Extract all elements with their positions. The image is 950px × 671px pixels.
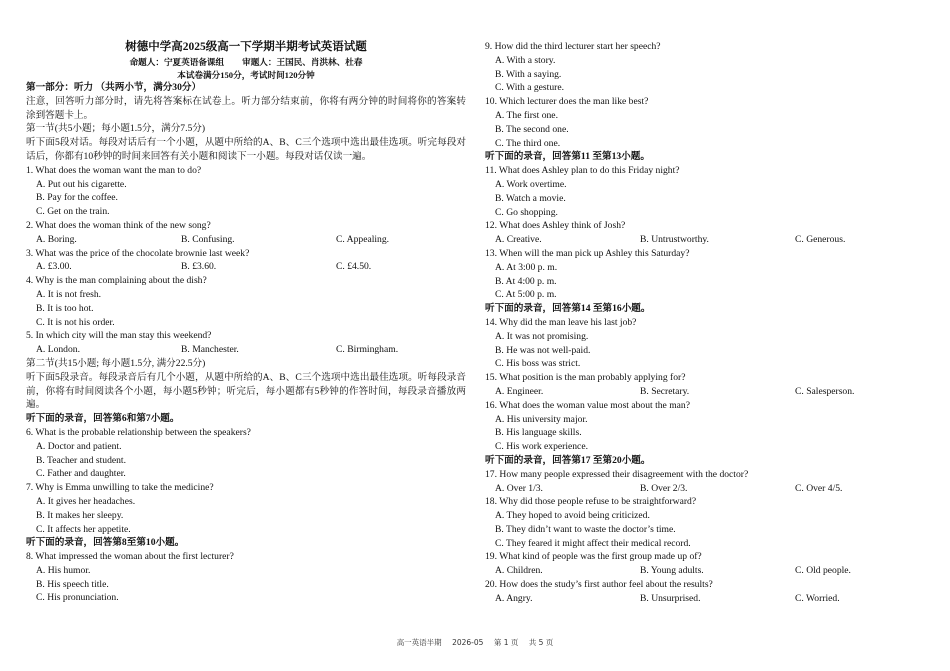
instruction-q8-10: 听下面的录音，回答第8至第10小题。 xyxy=(26,537,185,549)
question-17 xyxy=(485,468,925,496)
footer-date: 2026-05 xyxy=(452,638,484,647)
option-c: C. It affects her appetite. xyxy=(36,523,131,535)
question-16 xyxy=(485,399,925,454)
question-3 xyxy=(26,247,466,275)
question-stem: 13. When will the man pick up Ashley this Saturday? xyxy=(485,247,690,259)
option-b: B. Watch a movie. xyxy=(495,192,566,204)
option-c: C. His boss was strict. xyxy=(495,358,581,370)
option-b: B. He was not well-paid. xyxy=(495,344,591,356)
question-13 xyxy=(485,247,925,302)
option-b: B. Teacher and student. xyxy=(36,454,126,466)
option-b: B. £3.60. xyxy=(181,261,217,273)
question-11 xyxy=(485,164,925,219)
question-4 xyxy=(26,274,466,329)
option-a: A. Angry. xyxy=(495,592,533,604)
option-c: C. His work experience. xyxy=(495,441,588,453)
option-b: B. It is too hot. xyxy=(36,302,94,314)
option-c: C. They feared it might affect their medical record. xyxy=(495,537,691,549)
section2-heading: 第二节(共15小题; 每小题1.5分, 满分22.5分) xyxy=(26,357,206,369)
part1-heading: 第一部分：听力 （共两小节，满分30分） xyxy=(26,82,202,93)
question-14 xyxy=(485,316,925,371)
option-a: A. His university major. xyxy=(495,413,588,425)
question-stem: 2. What does the woman think of the new song? xyxy=(26,219,211,231)
question-stem: 6. What is the probable relationship between the speakers? xyxy=(26,426,251,438)
question-stem: 7. Why is Emma unwilling to take the medicine? xyxy=(26,482,214,494)
section1-heading: 第一节(共5小题；每小题1.5分，满分7.5分) xyxy=(26,123,206,135)
right-column xyxy=(485,40,925,606)
page-footer xyxy=(0,636,950,650)
question-stem: 3. What was the price of the chocolate brownie last week? xyxy=(26,247,250,259)
option-c: C. Generous. xyxy=(795,234,846,246)
question-20 xyxy=(485,578,925,606)
option-c: C. The third one. xyxy=(495,137,561,149)
option-b: B. Untrustworthy. xyxy=(640,234,709,246)
option-a: A. With a story. xyxy=(495,54,556,66)
question-19 xyxy=(485,550,925,578)
option-c: C. Father and daughter. xyxy=(36,468,126,480)
instruction-q6-7: 听下面的录音，回答第6和第7小题。 xyxy=(26,413,180,425)
option-a: A. His humor. xyxy=(36,564,91,576)
option-a: A. London. xyxy=(36,344,80,356)
option-a: A. It was not promising. xyxy=(495,330,589,342)
question-stem: 1. What does the woman want the man to do? xyxy=(26,164,202,176)
option-a: A. Boring. xyxy=(36,233,77,245)
question-15 xyxy=(485,371,925,399)
question-7 xyxy=(26,481,466,536)
option-c: C. Get on the train. xyxy=(36,206,110,218)
option-a: A. £3.00. xyxy=(36,261,72,273)
question-stem: 19. What kind of people was the first group made up of? xyxy=(485,551,702,563)
option-c: C. £4.50. xyxy=(336,261,372,273)
option-b: B. Pay for the coffee. xyxy=(36,192,118,204)
option-c: C. His pronunciation. xyxy=(36,592,119,604)
option-b: B. The second one. xyxy=(495,123,569,135)
option-c: C. It is not his order. xyxy=(36,316,115,328)
option-b: B. Over 2/3. xyxy=(640,482,688,494)
option-a: A. They hoped to avoid being criticized. xyxy=(495,510,650,522)
question-2 xyxy=(26,219,466,247)
option-a: A. At 3:00 p. m. xyxy=(495,261,558,273)
question-12 xyxy=(485,219,925,247)
question-stem: 9. How did the third lecturer start her speech? xyxy=(485,41,661,52)
question-stem: 20. How does the study’s first author feel about the results? xyxy=(485,579,713,591)
option-c: C. Over 4/5. xyxy=(795,482,843,494)
question-18 xyxy=(485,495,925,550)
question-stem: 12. What does Ashley think of Josh? xyxy=(485,220,626,232)
option-b: B. With a saying. xyxy=(495,68,562,80)
option-b: B. His language skills. xyxy=(495,427,582,439)
question-stem: 15. What position is the man probably applying for? xyxy=(485,372,686,384)
question-stem: 18. Why did those people refuse to be straightforward? xyxy=(485,496,697,508)
option-b: B. Manchester. xyxy=(181,344,239,356)
instruction-q17-20: 听下面的录音，回答第17 至第20小题。 xyxy=(485,454,651,466)
section2-description: 听下面5段录音。每段录音后有几个小题，从题中所给的A、B、C三个选项中选出最佳选项。听每段录音前，你将有时间阅读各个小题，每小题5秒钟；听完后，每小题都有5秒钟的作答时间，每段录音播放两遍。 xyxy=(26,371,466,411)
question-stem: 5. In which city will the man stay this weekend? xyxy=(26,330,212,342)
option-c: C. At 5:00 p. m. xyxy=(495,289,557,301)
option-a: A. It gives her headaches. xyxy=(36,495,136,507)
exam-authors xyxy=(26,56,466,69)
option-c: C. With a gesture. xyxy=(495,82,564,94)
question-5 xyxy=(26,329,466,357)
option-b: B. Confusing. xyxy=(181,233,235,245)
question-6 xyxy=(26,426,466,481)
option-b: B. His speech title. xyxy=(36,578,109,590)
footer-total: 共 5 页 xyxy=(528,638,554,647)
option-a: A. Put out his cigarette. xyxy=(36,178,127,190)
question-10 xyxy=(485,95,925,150)
exam-title: 树德中学高2025级高一下学期半期考试英语试题 xyxy=(125,41,367,53)
instruction-q14-16: 听下面的录音，回答第14 至第16小题。 xyxy=(485,303,651,315)
option-a: A. Engineer. xyxy=(495,385,544,397)
exam-info: 本试卷满分150分，考试时间120分钟 xyxy=(177,69,315,80)
option-c: C. Old people. xyxy=(795,565,851,577)
footer-subject: 高一英语半期 xyxy=(396,638,442,647)
question-1 xyxy=(26,164,466,219)
question-stem: 11. What does Ashley plan to do this Friday night? xyxy=(485,165,680,177)
option-b: B. Young adults. xyxy=(640,565,704,577)
option-a: A. Creative. xyxy=(495,234,542,246)
option-b: B. At 4:00 p. m. xyxy=(495,275,557,287)
question-stem: 10. Which lecturer does the man like best? xyxy=(485,96,649,108)
option-c: C. Appealing. xyxy=(336,233,390,245)
option-b: B. They didn’t want to waste the doctor’s time. xyxy=(495,523,676,535)
setter-label: 命题人：宁夏英语备课组 xyxy=(129,57,225,67)
instruction-q11-13: 听下面的录音，回答第11 至第13小题。 xyxy=(485,151,650,163)
footer-page: 第 1 页 xyxy=(493,638,519,647)
option-a: A. Over 1/3. xyxy=(495,482,543,494)
option-b: B. It makes her sleepy. xyxy=(36,509,124,521)
option-b: B. Secretary. xyxy=(640,385,690,397)
option-a: A. It is not fresh. xyxy=(36,288,102,300)
left-column xyxy=(26,40,466,605)
option-c: C. Birmingham. xyxy=(336,344,399,356)
option-b: B. Unsurprised. xyxy=(640,592,701,604)
option-c: C. Salesperson. xyxy=(795,385,855,397)
part1-note: 注意，回答听力部分时，请先将答案标在试卷上。听力部分结束前，你将有两分钟的时间将你的答案转涂到答题卡上。 xyxy=(26,95,466,121)
question-stem: 8. What impressed the woman about the first lecturer? xyxy=(26,551,234,563)
question-stem: 16. What does the woman value most about the man? xyxy=(485,399,690,411)
question-8 xyxy=(26,550,466,605)
option-a: A. Work overtime. xyxy=(495,178,567,190)
option-a: A. Children. xyxy=(495,565,543,577)
option-a: A. Doctor and patient. xyxy=(36,440,122,452)
option-c: C. Go shopping. xyxy=(495,206,558,218)
option-c: C. Worried. xyxy=(795,592,840,604)
reviewer-label: 审题人：王国民、肖洪林、杜春 xyxy=(242,57,363,67)
question-9 xyxy=(485,40,925,95)
option-a: A. The first one. xyxy=(495,109,558,121)
question-stem: 14. Why did the man leave his last job? xyxy=(485,316,637,328)
question-stem: 17. How many people expressed their disagreement with the doctor? xyxy=(485,468,749,480)
question-stem: 4. Why is the man complaining about the dish? xyxy=(26,275,207,287)
section1-description: 听下面5段对话。每段对话后有一个小题，从题中所给的A、B、C三个选项中选出最佳选项。听完每段对话后，你都有10秒钟的时间来回答有关小题和阅读下一小题。每段对话仅读一遍。 xyxy=(26,137,466,162)
